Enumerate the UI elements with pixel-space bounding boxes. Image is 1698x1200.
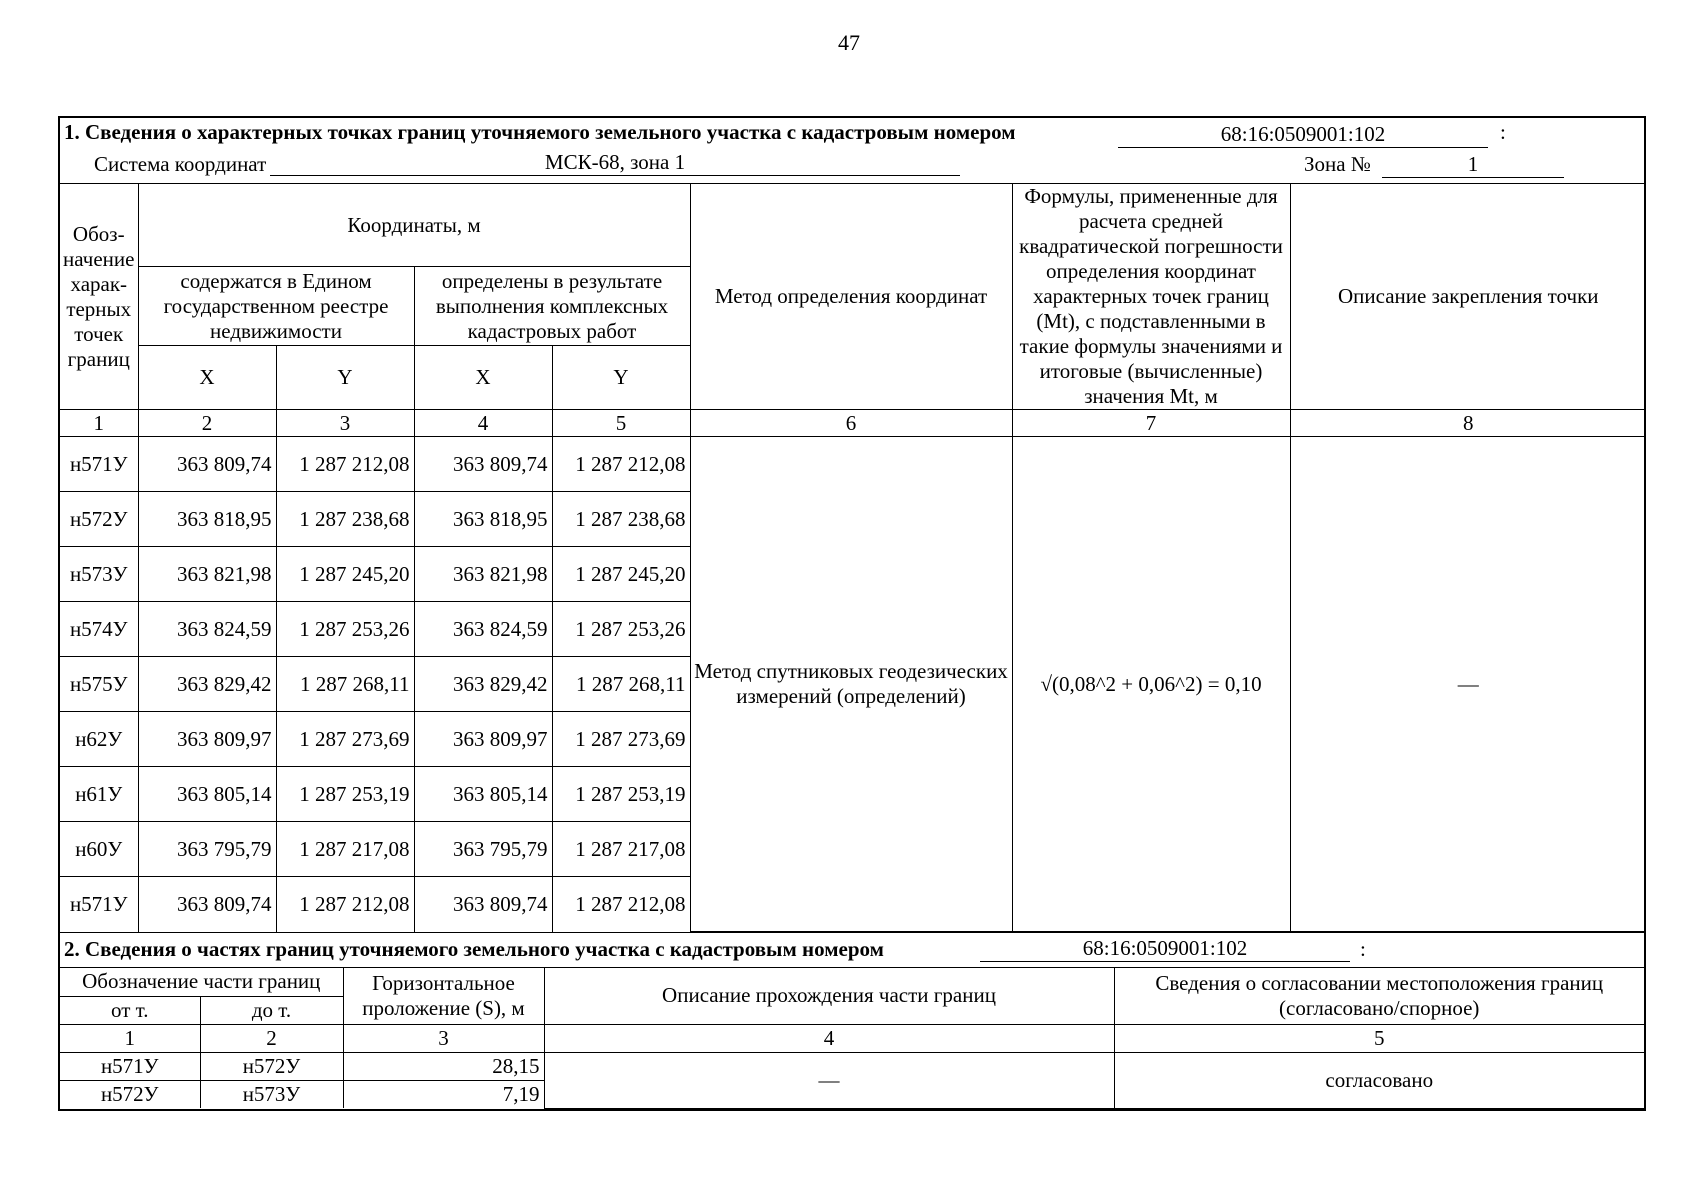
points-table [60, 184, 1646, 932]
point-x-determined: 363 821,98 [414, 547, 552, 602]
point-x-registry: 363 821,98 [138, 547, 276, 602]
section1-colon: : [1500, 120, 1506, 144]
coord-system-value: МСК-68, зона 1 [270, 150, 960, 176]
point-name: н60У [60, 822, 138, 877]
point-x-registry: 363 829,42 [138, 657, 276, 712]
point-name: н574У [60, 602, 138, 657]
header-part-designation: Обозначение части границ [60, 968, 343, 996]
col-number: 5 [1114, 1024, 1644, 1052]
point-y-registry: 1 287 245,20 [276, 547, 414, 602]
passage-value: — [544, 1052, 1114, 1108]
point-x-determined: 363 809,97 [414, 712, 552, 767]
point-y-determined: 1 287 253,19 [552, 767, 690, 822]
header-horizontal: Горизонтальное проложение (S), м [343, 968, 544, 1024]
point-x-registry: 363 809,74 [138, 877, 276, 932]
coord-system-label: Система координат [94, 152, 267, 176]
col-number: 2 [138, 410, 276, 437]
header-determined: определены в результате выполнения комплексных кадастровых работ [414, 267, 690, 346]
point-name: н571У [60, 877, 138, 932]
section1-header [60, 118, 1644, 184]
col-number: 4 [544, 1024, 1114, 1052]
col-number: 5 [552, 410, 690, 437]
col-number: 1 [60, 1024, 200, 1052]
header-y2: Y [552, 345, 690, 409]
header-point: Обоз-начение харак-терных точек границ [60, 184, 138, 410]
header-agreement: Сведения о согласовании местоположения границ (согласовано/спорное) [1114, 968, 1644, 1024]
point-x-registry: 363 824,59 [138, 602, 276, 657]
table-row [60, 437, 1646, 492]
point-y-registry: 1 287 212,08 [276, 437, 414, 492]
cadastral-form [58, 116, 1646, 1111]
zone-value: 1 [1382, 152, 1564, 178]
page-number: 47 [838, 30, 860, 55]
point-y-determined: 1 287 245,20 [552, 547, 690, 602]
section2-title: 2. Сведения о частях границ уточняемого земельного участка с кадастровым номером [64, 937, 884, 961]
header-x1: X [138, 345, 276, 409]
header-description: Описание закрепления точки [1290, 184, 1646, 410]
point-y-registry: 1 287 217,08 [276, 822, 414, 877]
point-x-registry: 363 805,14 [138, 767, 276, 822]
header-to: до т. [200, 996, 343, 1024]
point-name: н573У [60, 547, 138, 602]
section1-title: 1. Сведения о характерных точках границ уточняемого земельного участка с кадастровым номером [64, 120, 1016, 144]
header-in-registry: содержатся в Едином государственном реестре недвижимости [138, 267, 414, 346]
column-numbers-row [60, 1024, 1644, 1052]
agreement-value: согласовано [1114, 1052, 1644, 1108]
section2-header [60, 932, 1644, 968]
point-y-determined: 1 287 217,08 [552, 822, 690, 877]
point-name: н571У [60, 437, 138, 492]
column-numbers-row [60, 410, 1646, 437]
point-y-determined: 1 287 273,69 [552, 712, 690, 767]
part-from: н571У [60, 1052, 200, 1080]
point-name: н62У [60, 712, 138, 767]
point-x-registry: 363 809,74 [138, 437, 276, 492]
part-from: н572У [60, 1080, 200, 1108]
point-name: н61У [60, 767, 138, 822]
col-number: 6 [690, 410, 1012, 437]
description-value: — [1290, 437, 1646, 932]
point-y-determined: 1 287 212,08 [552, 437, 690, 492]
header-passage: Описание прохождения части границ [544, 968, 1114, 1024]
col-number: 1 [60, 410, 138, 437]
point-name: н572У [60, 492, 138, 547]
parts-table [60, 968, 1644, 1109]
header-y1: Y [276, 345, 414, 409]
header-method: Метод определения координат [690, 184, 1012, 410]
point-y-registry: 1 287 268,11 [276, 657, 414, 712]
point-x-determined: 363 805,14 [414, 767, 552, 822]
point-y-determined: 1 287 253,26 [552, 602, 690, 657]
col-number: 4 [414, 410, 552, 437]
point-x-determined: 363 795,79 [414, 822, 552, 877]
section2-colon: : [1360, 937, 1366, 961]
part-horizontal: 7,19 [343, 1080, 544, 1108]
col-number: 2 [200, 1024, 343, 1052]
header-formula: Формулы, примененные для расчета средней квадратической погрешности определения координат характерных точек границ (Mt), с подставленными в такие формулы значениями и итоговые (вычисленные) значения Mt, м [1012, 184, 1290, 410]
point-x-determined: 363 818,95 [414, 492, 552, 547]
col-number: 8 [1290, 410, 1646, 437]
method-value: Метод спутниковых геодезических измерений (определений) [690, 437, 1012, 932]
point-name: н575У [60, 657, 138, 712]
part-horizontal: 28,15 [343, 1052, 544, 1080]
section1-cadastral-number: 68:16:0509001:102 [1118, 122, 1488, 148]
section2-cadastral-number: 68:16:0509001:102 [980, 936, 1350, 962]
col-number: 7 [1012, 410, 1290, 437]
point-y-registry: 1 287 212,08 [276, 877, 414, 932]
point-y-registry: 1 287 253,26 [276, 602, 414, 657]
header-x2: X [414, 345, 552, 409]
part-to: н573У [200, 1080, 343, 1108]
point-x-registry: 363 818,95 [138, 492, 276, 547]
zone-label: Зона № [1304, 152, 1371, 176]
point-y-registry: 1 287 238,68 [276, 492, 414, 547]
table-row [60, 1052, 1644, 1080]
formula-value: √(0,08^2 + 0,06^2) = 0,10 [1012, 437, 1290, 932]
point-x-determined: 363 829,42 [414, 657, 552, 712]
point-y-registry: 1 287 273,69 [276, 712, 414, 767]
point-x-determined: 363 809,74 [414, 437, 552, 492]
point-y-determined: 1 287 238,68 [552, 492, 690, 547]
point-y-determined: 1 287 268,11 [552, 657, 690, 712]
point-x-registry: 363 809,97 [138, 712, 276, 767]
col-number: 3 [276, 410, 414, 437]
point-x-registry: 363 795,79 [138, 822, 276, 877]
point-x-determined: 363 809,74 [414, 877, 552, 932]
col-number: 3 [343, 1024, 544, 1052]
point-x-determined: 363 824,59 [414, 602, 552, 657]
point-y-determined: 1 287 212,08 [552, 877, 690, 932]
header-from: от т. [60, 996, 200, 1024]
part-to: н572У [200, 1052, 343, 1080]
point-y-registry: 1 287 253,19 [276, 767, 414, 822]
header-coords: Координаты, м [138, 184, 690, 267]
